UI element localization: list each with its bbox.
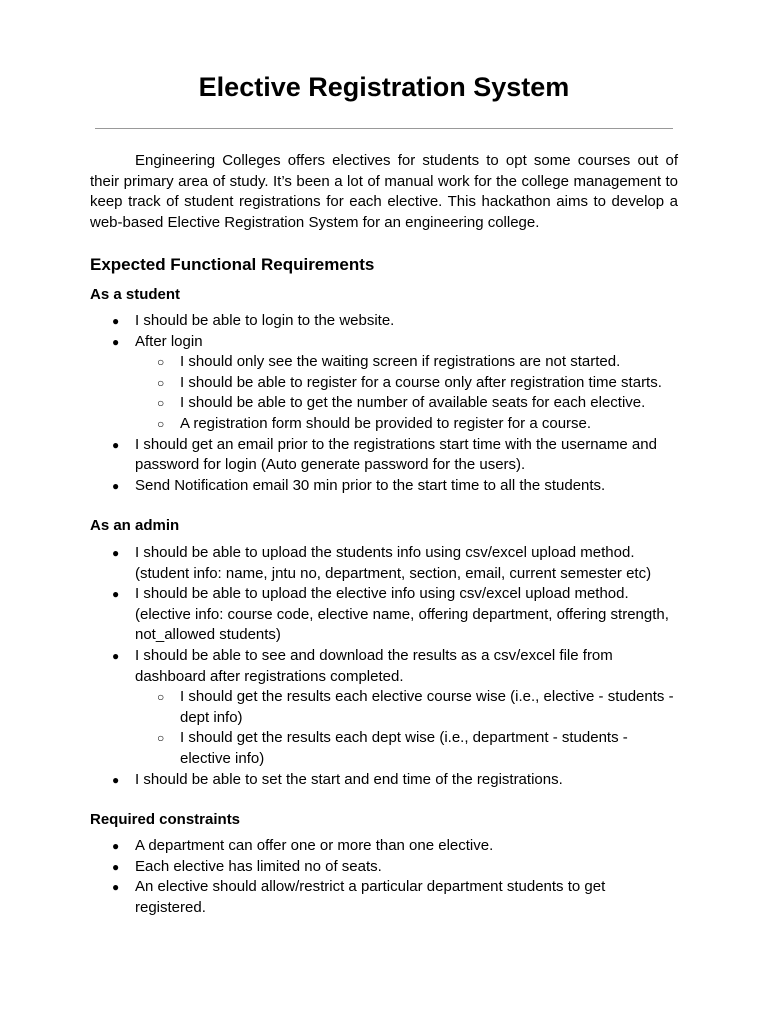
- sublist-item: [135, 414, 678, 435]
- bullet-icon: ●: [112, 478, 120, 493]
- list-item: [90, 584, 678, 646]
- sublist-item: [135, 728, 678, 769]
- list-item-text: I should be able to see and download the results as a csv/excel file from dashboard after registrations completed.: [135, 646, 613, 685]
- constraints-heading: Required constraints: [90, 811, 241, 828]
- student-section-heading: As a student: [90, 286, 181, 303]
- list-item: [90, 857, 678, 878]
- bullet-icon: ●: [112, 334, 120, 349]
- bullet-icon: ●: [112, 648, 120, 663]
- hollow-bullet-icon: ○: [157, 355, 165, 370]
- bullet-icon: ●: [112, 859, 120, 874]
- list-item: [90, 646, 678, 770]
- sublist-item-text: A registration form should be provided to register for a course.: [180, 414, 592, 432]
- functional-requirements-heading: Expected Functional Requirements: [90, 255, 375, 274]
- sublist-item: [135, 687, 678, 728]
- sublist-item-text: I should be able to register for a course only after registration time starts.: [180, 373, 662, 391]
- bullet-icon: ●: [112, 546, 120, 560]
- list-item: [90, 836, 678, 857]
- list-item: [90, 311, 678, 332]
- bullet-icon: ●: [112, 772, 120, 787]
- intro-paragraph: Engineering Colleges offers electives for students to opt some courses out of their primary area of study. It’s been a lot of manual work for the college management to keep track of student registrations for each elective. This hackathon aims to develop a web-based Elective Registration System for an engineering college.: [90, 152, 678, 231]
- sublist-item: [135, 373, 678, 394]
- list-item-text: I should be able to upload the students info using csv/excel upload method. (student info: name, jntu no, department, section, email, current semester etc): [135, 544, 652, 582]
- list-item-text: I should be able to login to the website.: [135, 312, 395, 329]
- constraints-list: [90, 836, 678, 918]
- hollow-bullet-icon: ○: [157, 396, 165, 411]
- list-item-text: An elective should allow/restrict a particular department students to get registered.: [135, 878, 606, 916]
- hollow-bullet-icon: ○: [157, 375, 165, 390]
- list-item-text: I should be able to set the start and end time of the registrations.: [135, 770, 563, 788]
- sublist-item: [135, 352, 678, 373]
- sublist-item-text: I should get the results each elective course wise (i.e., elective - students - dept info): [180, 688, 674, 726]
- bullet-icon: ●: [112, 839, 120, 853]
- list-item-text: I should get an email prior to the registrations start time with the username and password for login (Auto generate password for the users).: [135, 435, 657, 474]
- after-login-sublist: [135, 352, 678, 434]
- list-item-text: I should be able to upload the elective info using csv/excel upload method. (elective info: course code, elective name, offering department, offering strength, not_allowed students): [135, 585, 669, 644]
- hollow-bullet-icon: ○: [157, 731, 165, 746]
- bullet-icon: ●: [112, 880, 120, 895]
- sublist-item-text: I should get the results each dept wise (i.e., department - students - elective info): [180, 729, 628, 767]
- list-item: [90, 877, 678, 918]
- list-item-text: Send Notification email 30 min prior to the start time to all the students.: [135, 476, 606, 494]
- list-item: [90, 435, 678, 476]
- horizontal-divider: [95, 128, 673, 129]
- student-requirements-list: [90, 311, 678, 496]
- hollow-bullet-icon: ○: [157, 690, 165, 705]
- hollow-bullet-icon: ○: [157, 416, 165, 431]
- list-item-text: A department can offer one or more than one elective.: [135, 837, 494, 854]
- sublist-item: [135, 393, 678, 414]
- results-sublist: [135, 687, 678, 769]
- admin-section-heading: As an admin: [90, 517, 180, 534]
- bullet-icon: ●: [112, 587, 120, 602]
- list-item: [90, 476, 678, 497]
- sublist-item-text: I should be able to get the number of available seats for each elective.: [180, 394, 646, 412]
- list-item: [90, 770, 678, 791]
- document-title: Elective Registration System: [198, 72, 570, 102]
- bullet-icon: ●: [112, 314, 120, 328]
- list-item: [90, 543, 678, 584]
- admin-requirements-list: [90, 543, 678, 790]
- sublist-item-text: I should only see the waiting screen if registrations are not started.: [180, 353, 621, 371]
- list-item-text: Each elective has limited no of seats.: [135, 857, 382, 875]
- bullet-icon: ●: [112, 437, 120, 452]
- list-item-text: After login: [135, 332, 203, 350]
- list-item: [90, 332, 678, 435]
